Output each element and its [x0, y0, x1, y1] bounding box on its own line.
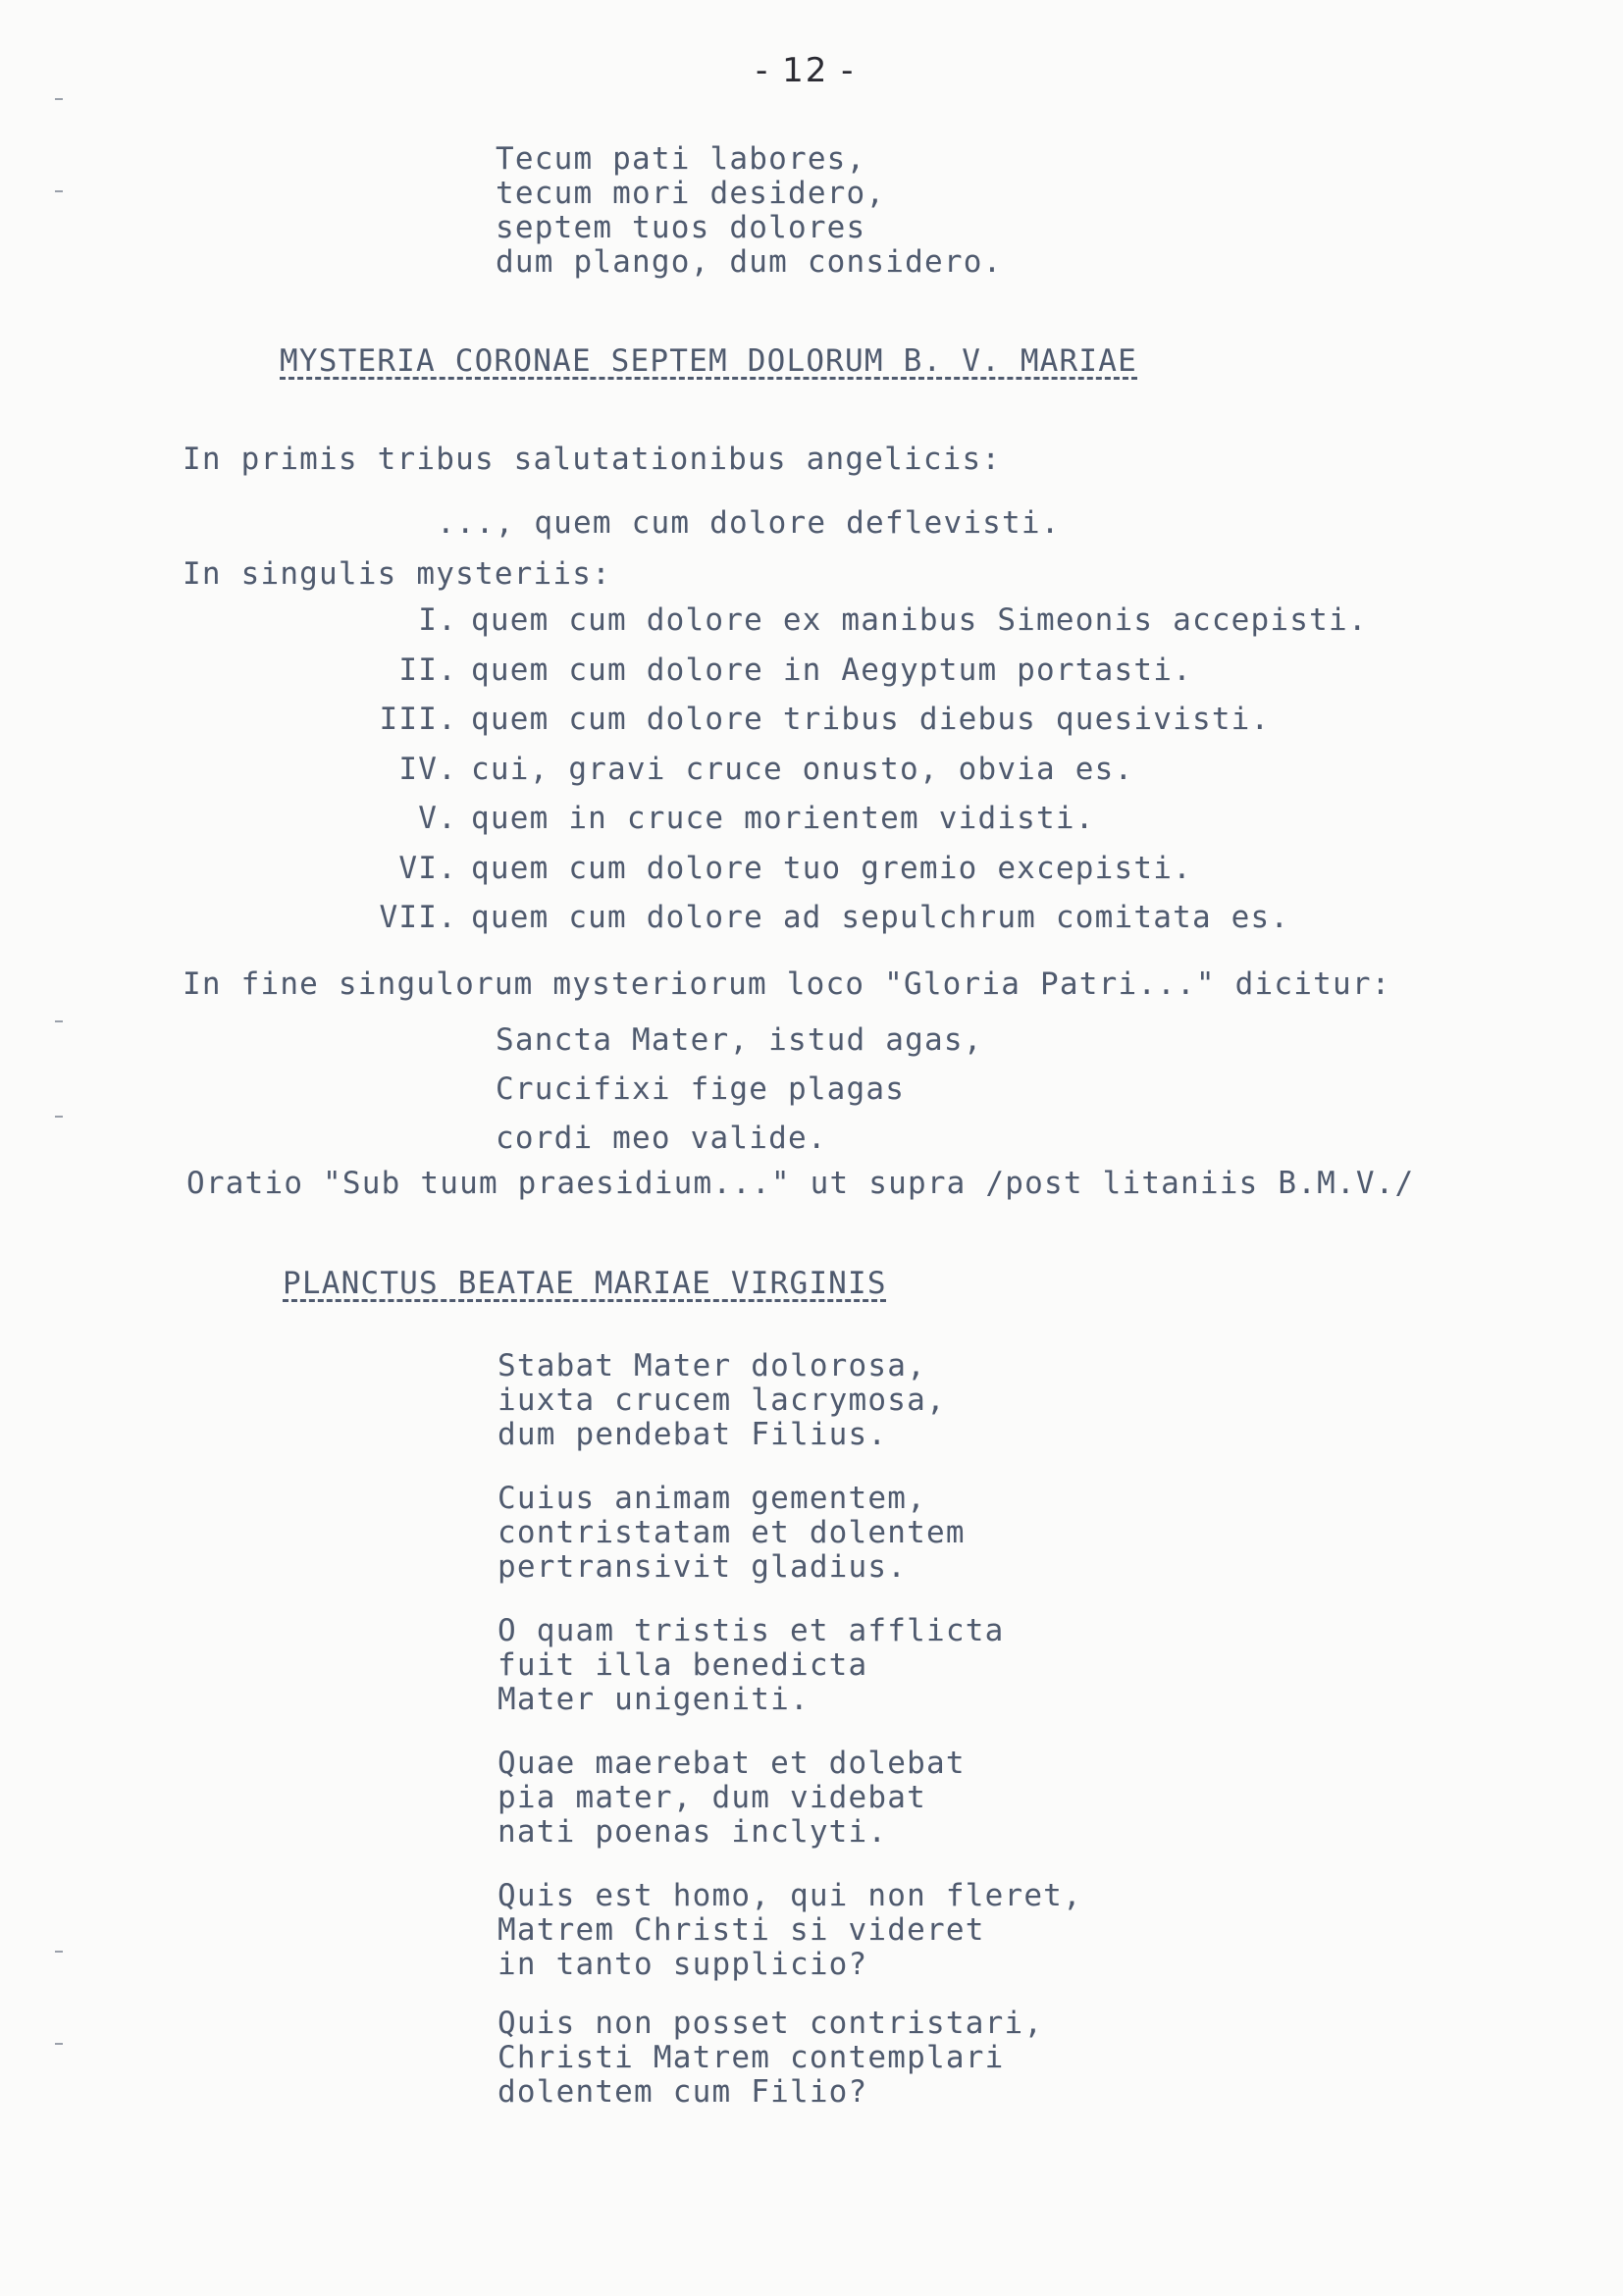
verse-line: dolentem cum Filio? — [497, 2074, 868, 2110]
mystery-numeral: III. — [379, 702, 457, 737]
mystery-text: quem in cruce morientem vidisti. — [471, 801, 1095, 836]
stanza — [497, 1747, 966, 1850]
verse-line: nati poenas inclyti. — [497, 1814, 888, 1850]
list-item — [373, 652, 1368, 703]
margin-mark — [55, 1951, 63, 1953]
mystery-text: quem cum dolore ad sepulchrum comitata es. — [471, 900, 1290, 935]
verse-line: Stabat Mater dolorosa, — [497, 1348, 926, 1383]
list-item — [373, 602, 1368, 652]
stanza — [497, 1614, 1004, 1717]
mystery-text: quem cum dolore in Aegyptum portasti. — [471, 652, 1192, 688]
verse-line: septem tuos dolores — [496, 210, 866, 245]
mystery-numeral: VII. — [379, 900, 457, 935]
mystery-text: quem cum dolore tuo gremio excepisti. — [471, 850, 1192, 886]
verse-line: iuxta crucem lacrymosa, — [497, 1383, 946, 1418]
intro-formula: ..., quem cum dolore deflevisti. — [437, 505, 1061, 541]
intro-text: In primis tribus salutationibus angelicis: — [183, 442, 1002, 477]
verse-line: Quae maerebat et dolebat — [497, 1746, 966, 1781]
verse-line: Christi Matrem contemplari — [497, 2040, 1005, 2075]
mystery-text: quem cum dolore tribus diebus quesivisti. — [471, 702, 1271, 737]
margin-mark — [55, 98, 63, 100]
mystery-numeral: I. — [418, 602, 457, 638]
opening-stanza — [496, 142, 1002, 280]
mystery-numeral: VI. — [398, 850, 457, 886]
verse-line: dum pendebat Filius. — [497, 1417, 888, 1452]
verse-line: tecum mori desidero, — [496, 176, 886, 211]
verse-line: fuit illa benedicta — [497, 1647, 868, 1683]
verse-line: Cuius animam gementem, — [497, 1481, 926, 1516]
stanza — [497, 2007, 1043, 2110]
mystery-text: quem cum dolore ex manibus Simeonis accepisti. — [471, 602, 1368, 638]
stanza — [497, 1879, 1082, 1982]
verse-line: Tecum pati labores, — [496, 141, 866, 177]
stanza — [497, 1349, 946, 1452]
mystery-numeral: V. — [418, 801, 457, 836]
margin-mark — [55, 1020, 63, 1022]
margin-mark — [55, 2043, 63, 2045]
margin-mark — [55, 190, 63, 192]
verse-line: Crucifixi fige plagas — [496, 1071, 906, 1107]
mystery-numeral: II. — [398, 652, 457, 688]
verse-line: Sancta Mater, istud agas, — [496, 1022, 983, 1058]
mystery-text: cui, gravi cruce onusto, obvia es. — [471, 751, 1134, 787]
list-item — [373, 900, 1368, 950]
section-heading-planctus: PLANCTUS BEATAE MARIAE VIRGINIS — [283, 1266, 887, 1301]
list-item — [373, 702, 1368, 752]
verse-line: contristatam et dolentem — [497, 1515, 966, 1550]
list-item — [373, 801, 1368, 851]
stanza — [497, 1482, 966, 1585]
verse-line: cordi meo valide. — [496, 1121, 827, 1156]
verse-line: Quis est homo, qui non fleret, — [497, 1878, 1082, 1913]
mysteries-list — [373, 602, 1368, 950]
list-item — [373, 851, 1368, 901]
verse-line: Mater unigeniti. — [497, 1682, 810, 1717]
verse-block — [496, 1016, 983, 1163]
mystery-numeral: IV. — [398, 751, 457, 787]
verse-line: Matrem Christi si videret — [497, 1912, 985, 1948]
verse-line: in tanto supplicio? — [497, 1947, 868, 1982]
gloria-note: In fine singulorum mysteriorum loco "Gloria Patri..." dicitur: — [183, 966, 1391, 1002]
list-item — [373, 752, 1368, 802]
verse-line: pia mater, dum videbat — [497, 1780, 926, 1815]
verse-line: Quis non posset contristari, — [497, 2006, 1044, 2041]
verse-line: O quam tristis et afflicta — [497, 1613, 1005, 1648]
mysteries-intro: In singulis mysteriis: — [183, 556, 611, 592]
section-heading-mysteria: MYSTERIA CORONAE SEPTEM DOLORUM B. V. MARIAE — [280, 343, 1137, 379]
page-number: - 12 - — [756, 51, 856, 90]
verse-line: dum plango, dum considero. — [496, 244, 1003, 280]
verse-line: pertransivit gladius. — [497, 1549, 908, 1585]
margin-mark — [55, 1116, 63, 1118]
oratio-note: Oratio "Sub tuum praesidium..." ut supra /post litaniis B.M.V./ — [186, 1166, 1415, 1201]
